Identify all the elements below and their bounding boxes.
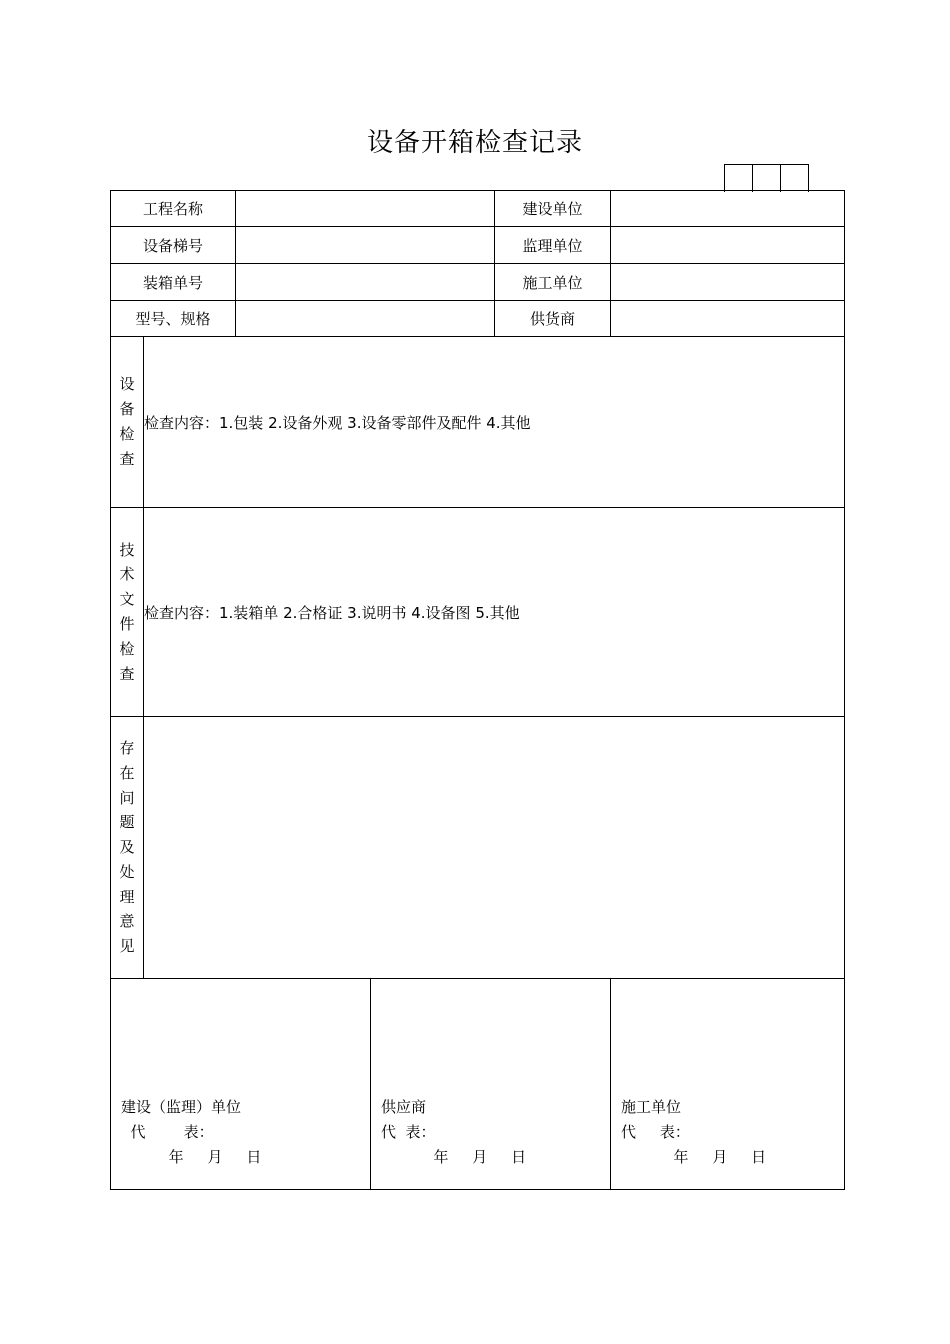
section-equipment-check <box>111 337 845 508</box>
label-model-spec: 型号、规格 <box>111 301 236 337</box>
signature-unit: 供应商 <box>381 1098 427 1116</box>
field-installation-unit[interactable] <box>611 264 845 301</box>
field-elevator-number[interactable] <box>236 227 495 264</box>
field-construction-unit[interactable] <box>611 191 845 227</box>
field-supervision-unit[interactable] <box>611 227 845 264</box>
label-installation-unit: 施工单位 <box>495 264 611 301</box>
section-label: 设 备 检 查 <box>111 337 144 508</box>
signature-installer[interactable] <box>611 979 845 1190</box>
signature-unit: 施工单位 <box>621 1098 682 1116</box>
signature-construction[interactable] <box>111 979 371 1190</box>
field-packing-list-number[interactable] <box>236 264 495 301</box>
signature-supplier[interactable] <box>371 979 611 1190</box>
field-project-name[interactable] <box>236 191 495 227</box>
info-row <box>111 227 845 264</box>
section-issues <box>111 717 845 979</box>
field-model-spec[interactable] <box>236 301 495 337</box>
code-box[interactable] <box>725 165 753 192</box>
page-title: 设备开箱检查记录 <box>366 128 583 158</box>
label-elevator-number: 设备梯号 <box>111 227 236 264</box>
section-content[interactable]: 检查内容：1.包装 2.设备外观 3.设备零部件及配件 4.其他 <box>144 337 845 508</box>
signature-rep: 代 表： <box>381 1123 436 1141</box>
info-row <box>111 301 845 337</box>
label-supplier: 供货商 <box>495 301 611 337</box>
field-supplier[interactable] <box>611 301 845 337</box>
label-project-name: 工程名称 <box>111 191 236 227</box>
code-box[interactable] <box>753 165 781 192</box>
signature-date: 年 月 日 <box>621 1148 767 1166</box>
info-row <box>111 191 845 227</box>
issues-content[interactable] <box>144 717 845 979</box>
info-row <box>111 264 845 301</box>
signature-unit: 建设（监理）单位 <box>121 1098 242 1116</box>
section-document-check <box>111 508 845 717</box>
section-label: 技 术 文 件 检 查 <box>111 508 144 717</box>
label-construction-unit: 建设单位 <box>495 191 611 227</box>
signature-rep: 代 表： <box>121 1123 214 1141</box>
inspection-form <box>110 190 845 1190</box>
code-box[interactable] <box>781 165 809 192</box>
code-boxes <box>724 164 809 192</box>
signature-date: 年 月 日 <box>381 1148 527 1166</box>
label-packing-list-number: 装箱单号 <box>111 264 236 301</box>
signature-date: 年 月 日 <box>121 1148 262 1166</box>
signature-rep: 代 表： <box>621 1123 690 1141</box>
section-content[interactable]: 检查内容：1.装箱单 2.合格证 3.说明书 4.设备图 5.其他 <box>144 508 845 717</box>
signature-row <box>111 979 845 1190</box>
label-supervision-unit: 监理单位 <box>495 227 611 264</box>
section-label: 存 在 问 题 及 处 理 意 见 <box>111 717 144 979</box>
